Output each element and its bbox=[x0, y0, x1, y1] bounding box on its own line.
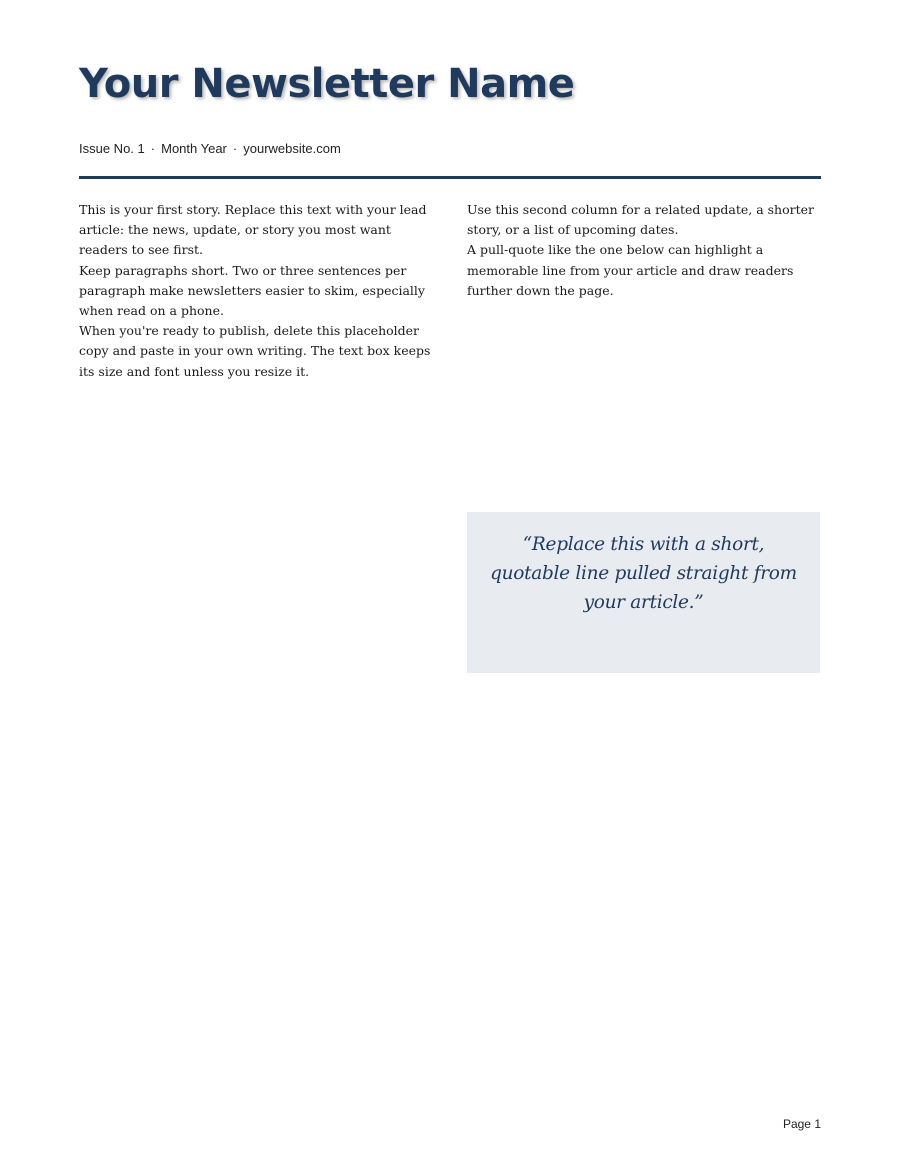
story-paragraph: A pull-quote like the one below can highlight a memorable line from your article and draw readers further down the page. bbox=[467, 242, 794, 298]
meta-separator: · bbox=[232, 141, 238, 156]
header-divider bbox=[79, 176, 821, 179]
story-paragraph: Keep paragraphs short. Two or three sentences per paragraph make newsletters easier to skim, especially when read on a phone. bbox=[79, 262, 425, 319]
issue-meta-line bbox=[79, 140, 341, 158]
story-paragraph: Use this second column for a related update, a shorter story, or a list of upcoming dates. bbox=[467, 202, 815, 238]
story-paragraph: This is your first story. Replace this text with your lead article: the news, update, or story you most want readers to see first. bbox=[79, 202, 427, 258]
page-number: Page 1 bbox=[782, 1117, 821, 1131]
lead-story-column bbox=[79, 200, 439, 382]
pull-quote-text: “Replace this with a short, quotable line pulled straight from your article.” bbox=[490, 534, 797, 613]
pull-quote-box bbox=[467, 512, 820, 673]
issue-date: Month Year bbox=[161, 141, 227, 156]
issue-number: Issue No. 1 bbox=[79, 141, 145, 156]
story-paragraph: When you're ready to publish, delete this placeholder copy and paste in your own writing. The text box keeps its size and font unless you resize it. bbox=[79, 323, 431, 379]
meta-separator: · bbox=[150, 141, 156, 156]
newsletter-title: Your Newsletter Name bbox=[79, 61, 575, 107]
second-story-column bbox=[467, 200, 821, 301]
website-url: yourwebsite.com bbox=[243, 141, 341, 156]
